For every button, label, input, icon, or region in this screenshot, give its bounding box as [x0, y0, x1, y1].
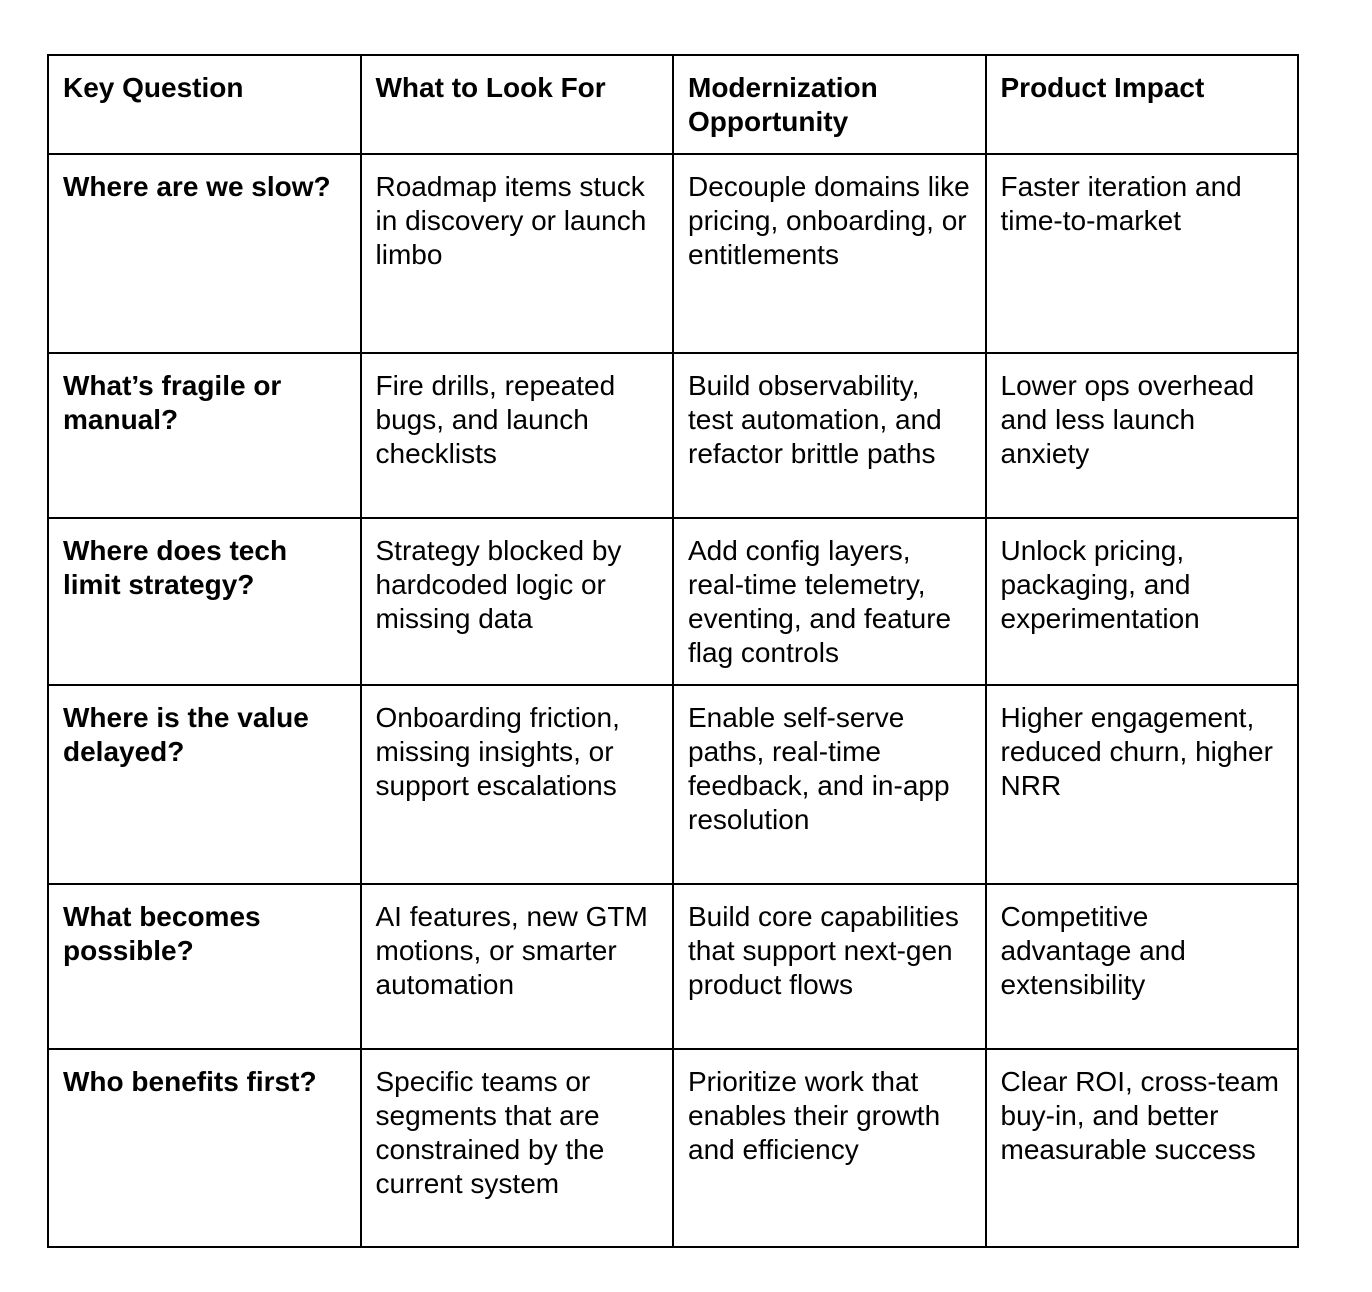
table-row [48, 685, 1298, 884]
table-header-row [48, 55, 1298, 154]
header-key-question: Key Question [48, 55, 361, 154]
table-row [48, 154, 1298, 353]
modernization-table [47, 54, 1299, 1248]
product-impact-cell: Competitive advantage and extensibility [986, 884, 1299, 1049]
header-modernization-opportunity: Modernization Opportunity [673, 55, 986, 154]
product-impact-cell: Higher engagement, reduced churn, higher NRR [986, 685, 1299, 884]
table-row [48, 1049, 1298, 1247]
header-what-to-look-for: What to Look For [361, 55, 674, 154]
header-product-impact: Product Impact [986, 55, 1299, 154]
what-to-look-for-cell: Roadmap items stuck in discovery or launch limbo [361, 154, 674, 353]
modernization-opportunity-cell: Enable self-serve paths, real-time feedback, and in-app resolution [673, 685, 986, 884]
what-to-look-for-cell: Strategy blocked by hardcoded logic or missing data [361, 518, 674, 685]
key-question-cell: Who benefits first? [48, 1049, 361, 1247]
what-to-look-for-cell: Fire drills, repeated bugs, and launch checklists [361, 353, 674, 518]
table-row [48, 353, 1298, 518]
modernization-opportunity-cell: Build core capabilities that support next-gen product flows [673, 884, 986, 1049]
key-question-cell: What’s fragile or manual? [48, 353, 361, 518]
modernization-opportunity-cell: Add config layers, real-time telemetry, eventing, and feature flag controls [673, 518, 986, 685]
table-row [48, 518, 1298, 685]
what-to-look-for-cell: AI features, new GTM motions, or smarter automation [361, 884, 674, 1049]
modernization-opportunity-cell: Build observability, test automation, and refactor brittle paths [673, 353, 986, 518]
table-row [48, 884, 1298, 1049]
what-to-look-for-cell: Onboarding friction, missing insights, or support escalations [361, 685, 674, 884]
key-question-cell: What becomes possible? [48, 884, 361, 1049]
key-question-cell: Where is the value delayed? [48, 685, 361, 884]
product-impact-cell: Unlock pricing, packaging, and experimentation [986, 518, 1299, 685]
key-question-cell: Where does tech limit strategy? [48, 518, 361, 685]
product-impact-cell: Faster iteration and time-to-market [986, 154, 1299, 353]
product-impact-cell: Lower ops overhead and less launch anxiety [986, 353, 1299, 518]
modernization-opportunity-cell: Decouple domains like pricing, onboarding, or entitlements [673, 154, 986, 353]
what-to-look-for-cell: Specific teams or segments that are constrained by the current system [361, 1049, 674, 1247]
modernization-opportunity-cell: Prioritize work that enables their growth and efficiency [673, 1049, 986, 1247]
key-question-cell: Where are we slow? [48, 154, 361, 353]
product-impact-cell: Clear ROI, cross-team buy-in, and better measurable success [986, 1049, 1299, 1247]
